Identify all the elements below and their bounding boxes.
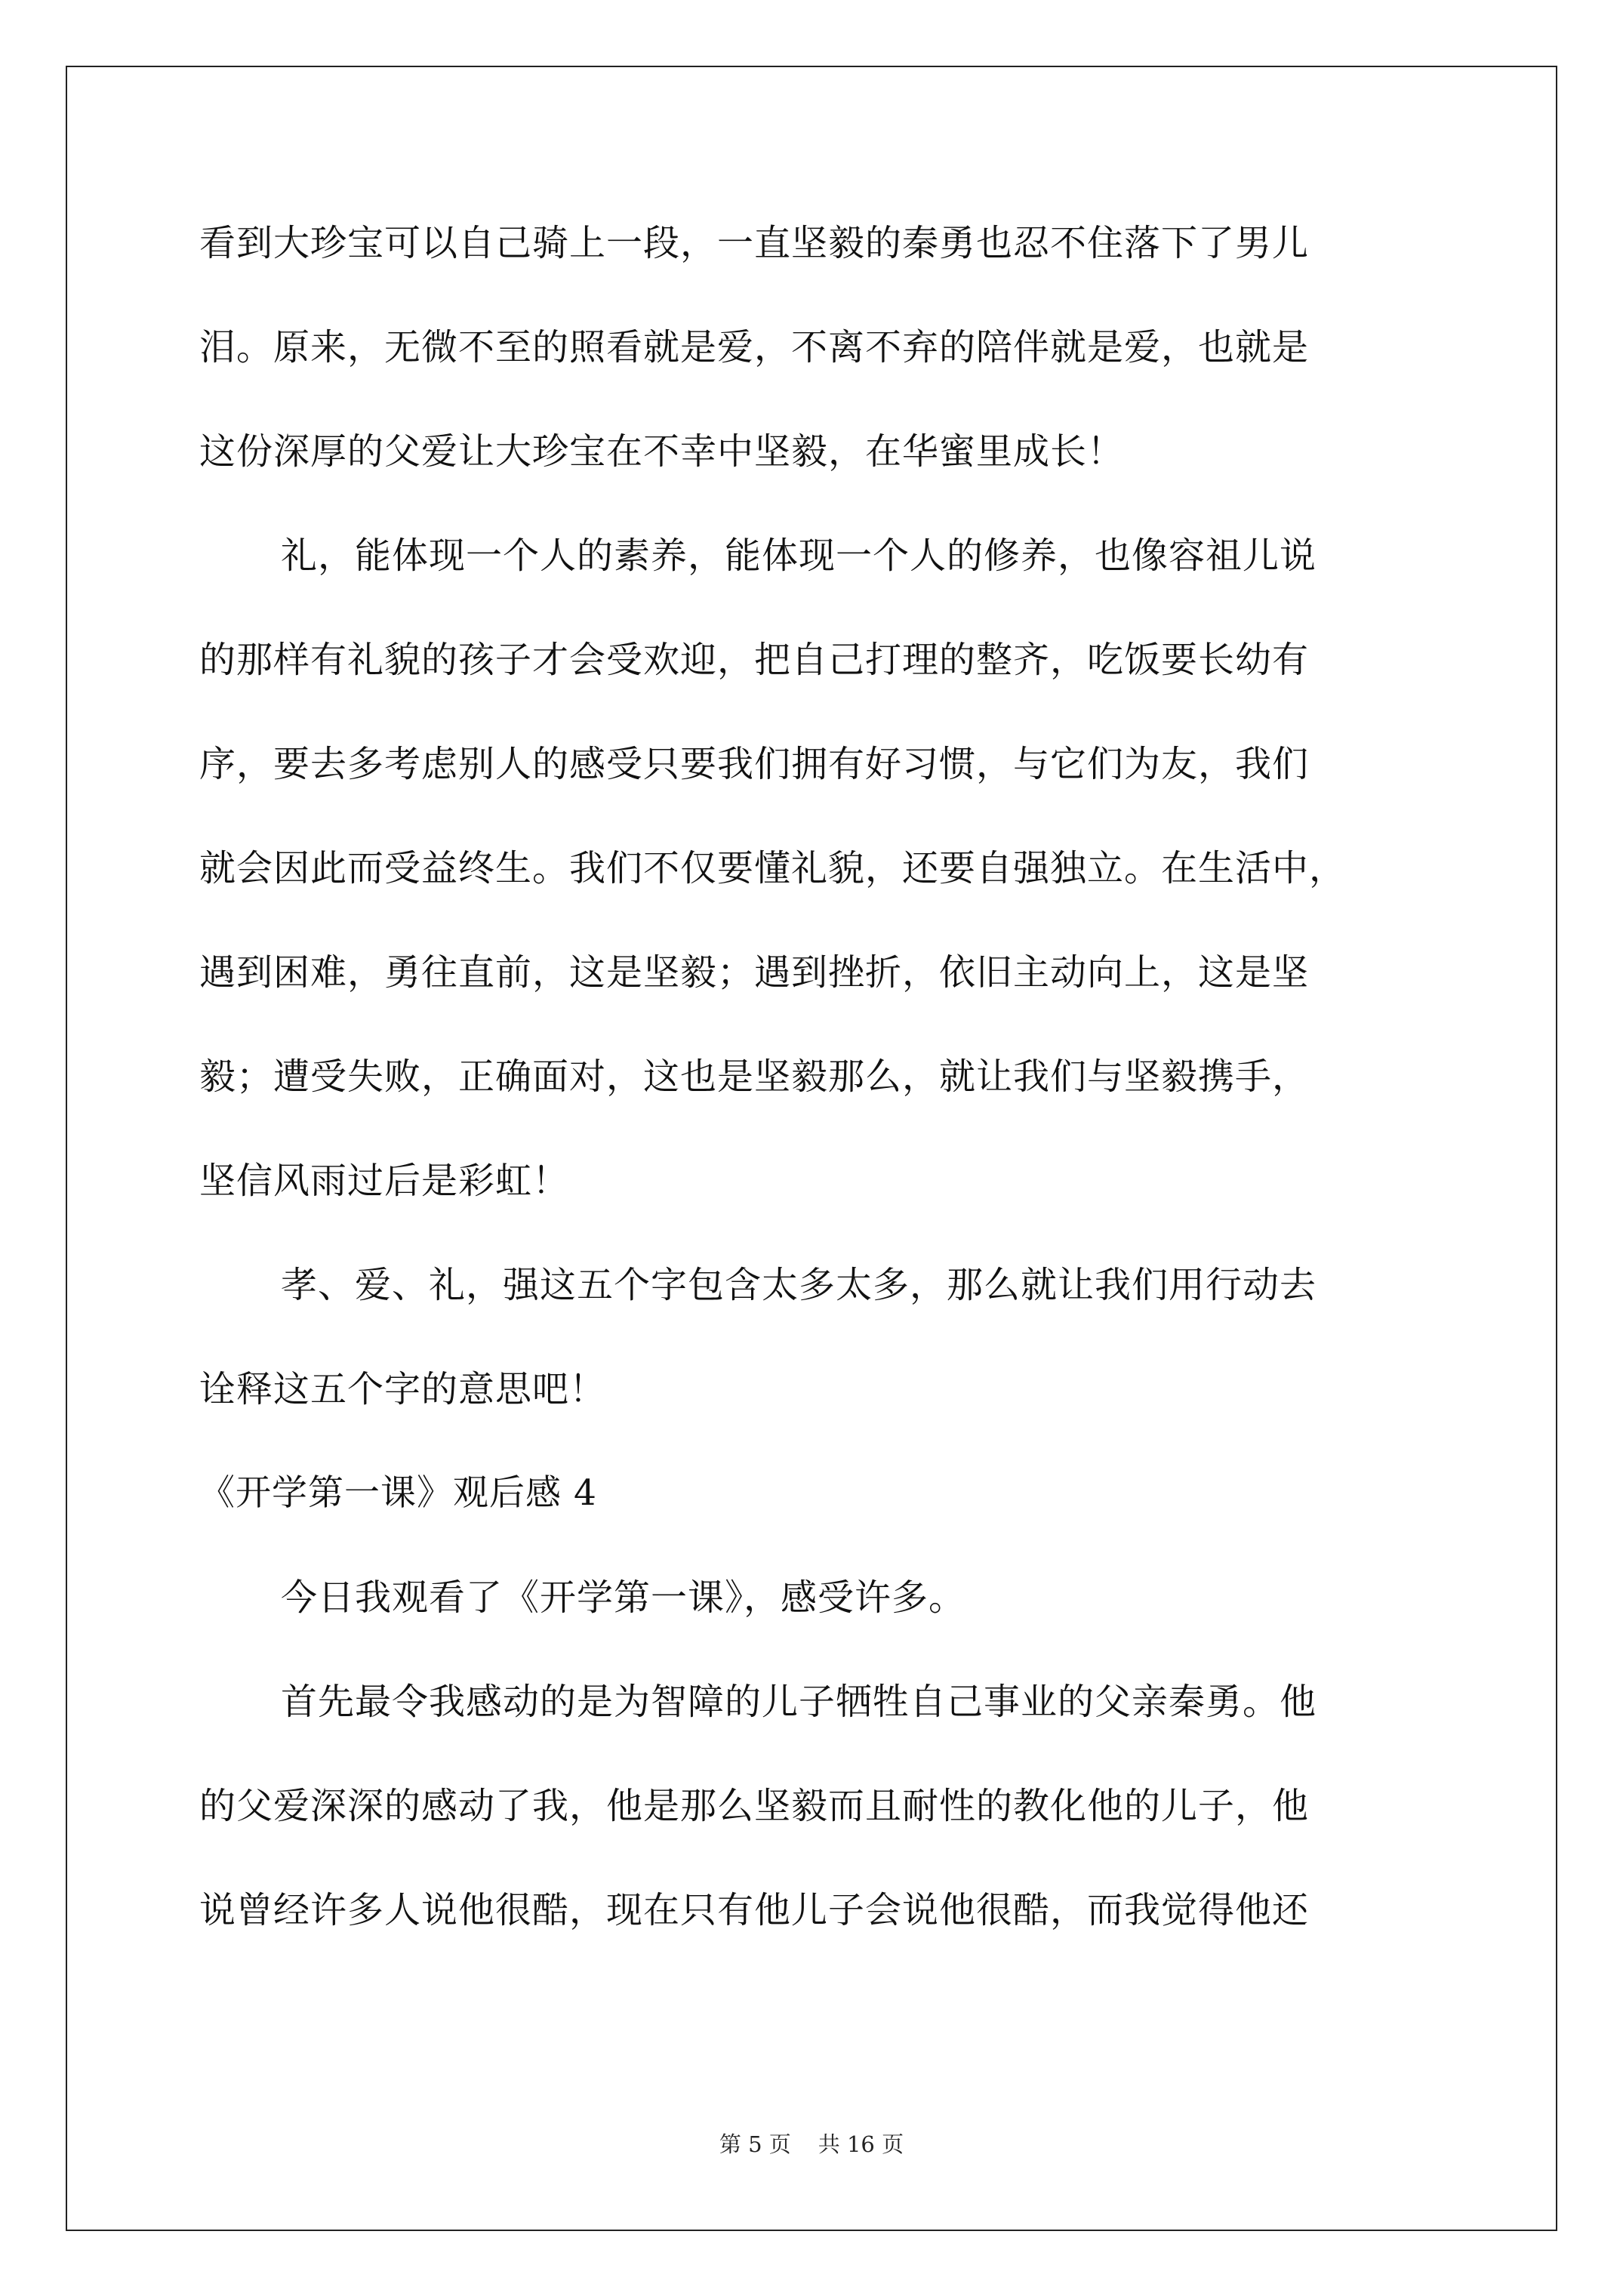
page-number: 第 5 页: [719, 2131, 791, 2157]
text-line: 就会因此而受益终生。我们不仅要懂礼貌，还要自强独立。在生活中，: [199, 847, 1347, 889]
text-line: 这份深厚的父爱让大珍宝在不幸中坚毅，在华蜜里成长！: [199, 430, 1125, 473]
text-line: 遇到困难，勇往直前，这是坚毅；遇到挫折，依旧主动向上，这是坚: [199, 951, 1310, 994]
page-total: 共 16 页: [818, 2131, 904, 2157]
text-line: 毅；遭受失败，正确面对，这也是坚毅那么，就让我们与坚毅携手，: [199, 1056, 1310, 1098]
text-line: 的父爱深深的感动了我，他是那么坚毅而且耐性的教化他的儿子，他: [199, 1785, 1310, 1827]
text-line: 孝、爱、礼，强这五个字包含太多太多，那么就让我们用行动去: [281, 1264, 1317, 1306]
section-heading: 《开学第一课》观后感 4: [199, 1472, 597, 1514]
page-footer: [0, 2129, 1623, 2159]
text-line: 序，要去多考虑别人的感受只要我们拥有好习惯，与它们为友，我们: [199, 743, 1310, 785]
text-line: 首先最令我感动的是为智障的儿子牺牲自己事业的父亲秦勇。他: [281, 1681, 1317, 1723]
text-line: 诠释这五个字的意思吧！: [199, 1368, 607, 1410]
text-line: 看到大珍宝可以自己骑上一段，一直坚毅的秦勇也忍不住落下了男儿: [199, 222, 1310, 264]
text-line: 的那样有礼貌的孩子才会受欢迎，把自己打理的整齐，吃饭要长幼有: [199, 639, 1310, 681]
text-line: 说曾经许多人说他很酷，现在只有他儿子会说他很酷，而我觉得他还: [199, 1889, 1310, 1931]
text-line: 礼，能体现一个人的素养，能体现一个人的修养，也像容祖儿说: [281, 535, 1317, 577]
text-line: 坚信风雨过后是彩虹！: [199, 1160, 570, 1202]
text-line: 泪。原来，无微不至的照看就是爱，不离不弃的陪伴就是爱，也就是: [199, 326, 1310, 368]
text-line: 今日我观看了《开学第一课》，感受许多。: [281, 1576, 966, 1619]
